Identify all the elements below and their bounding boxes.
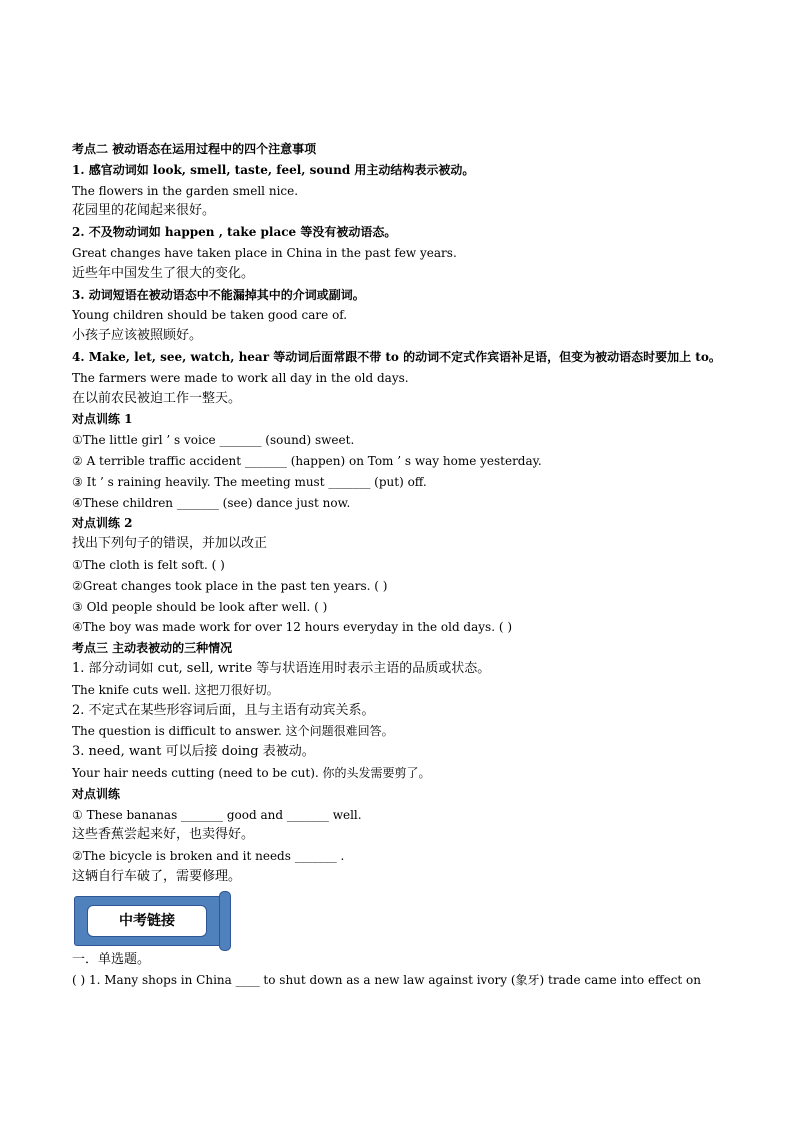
text-line: 对点训练 2 [72, 516, 133, 531]
text-line: Young children should be taken good care of. [72, 308, 348, 323]
text-line: 4. Make, let, see, watch, hear 等动词后面常跟不带 to 的动词不定式作宾语补足语，但变为被动语态时要加上 to。 [72, 349, 721, 364]
text-line: 对点训练 [72, 786, 121, 801]
text-line: 3. need, want 可以后接 doing 表被动。 [72, 744, 315, 760]
banner-scroll-shape [74, 896, 226, 946]
text-line: ① These bananas _______ good and _______ well. [72, 807, 362, 822]
text-line: ④These children _______ (see) dance just now. [72, 495, 351, 510]
exam-section [72, 950, 732, 992]
text-line: 近些年中国发生了很大的变化。 [72, 265, 255, 281]
text-line: ③ Old people should be look after well. ( ) [72, 599, 328, 614]
text-line: Your hair needs cutting (need to be cut). 你的头发需要剪了。 [72, 765, 431, 780]
section-banner [72, 892, 732, 950]
exam-line: ( ) 1. Many shops in China ____ to shut down as a new law against ivory (象牙) trade came into effect on [72, 973, 701, 988]
text-line: 对点训练 1 [72, 412, 133, 427]
banner-label: 中考链接 [87, 905, 207, 937]
text-line: ④The boy was made work for over 12 hours everyday in the old days. ( ) [72, 620, 513, 635]
exam-line: 一．单选题。 [72, 951, 151, 967]
text-line: 这些香蕉尝起来好，也卖得好。 [72, 827, 255, 843]
text-line: Great changes have taken place in China in the past few years. [72, 245, 457, 260]
text-line: 考点三 主动表被动的三种情况 [72, 641, 233, 656]
text-line: 花园里的花闻起来很好。 [72, 203, 216, 219]
text-line: ②The bicycle is broken and it needs _______ . [72, 849, 345, 864]
text-line: The knife cuts well. 这把刀很好切。 [72, 682, 279, 697]
text-line: 1. 感官动词如 look, smell, taste, feel, sound 用主动结构表示被动。 [72, 162, 475, 177]
text-line: ①The cloth is felt soft. ( ) [72, 557, 225, 572]
text-line: ③ It ’ s raining heavily. The meeting must _______ (put) off. [72, 474, 427, 489]
text-line: 考点二 被动语态在运用过程中的四个注意事项 [72, 142, 317, 156]
text-line: ② A terrible traffic accident _______ (happen) on Tom ’ s way home yesterday. [72, 453, 542, 468]
text-line: The flowers in the garden smell nice. [72, 183, 299, 198]
text-lines [72, 139, 732, 888]
text-line: The question is difficult to answer. 这个问题很难回答。 [72, 724, 394, 739]
text-line: ②Great changes took place in the past ten years. ( ) [72, 578, 388, 593]
text-line: ①The little girl ’ s voice _______ (sound) sweet. [72, 433, 355, 448]
text-line: 2. 不定式在某些形容词后面，且与主语有动宾关系。 [72, 702, 375, 718]
text-line: 在以前农民被迫工作一整天。 [72, 390, 242, 406]
scroll-roll-icon [219, 891, 231, 951]
text-line: The farmers were made to work all day in the old days. [72, 370, 409, 385]
text-line: 这辆自行车破了，需要修理。 [72, 868, 242, 884]
text-line: 2. 不及物动词如 happen , take place 等没有被动语态。 [72, 225, 397, 240]
document-content [72, 139, 732, 991]
text-line: 找出下列句子的错误，并加以改正 [72, 536, 268, 552]
text-line: 3. 动词短语在被动语态中不能漏掉其中的介词或副词。 [72, 287, 365, 302]
text-line: 1. 部分动词如 cut, sell, write 等与状语连用时表示主语的品质或状态。 [72, 660, 491, 676]
text-line: 小孩子应该被照顾好。 [72, 328, 203, 344]
